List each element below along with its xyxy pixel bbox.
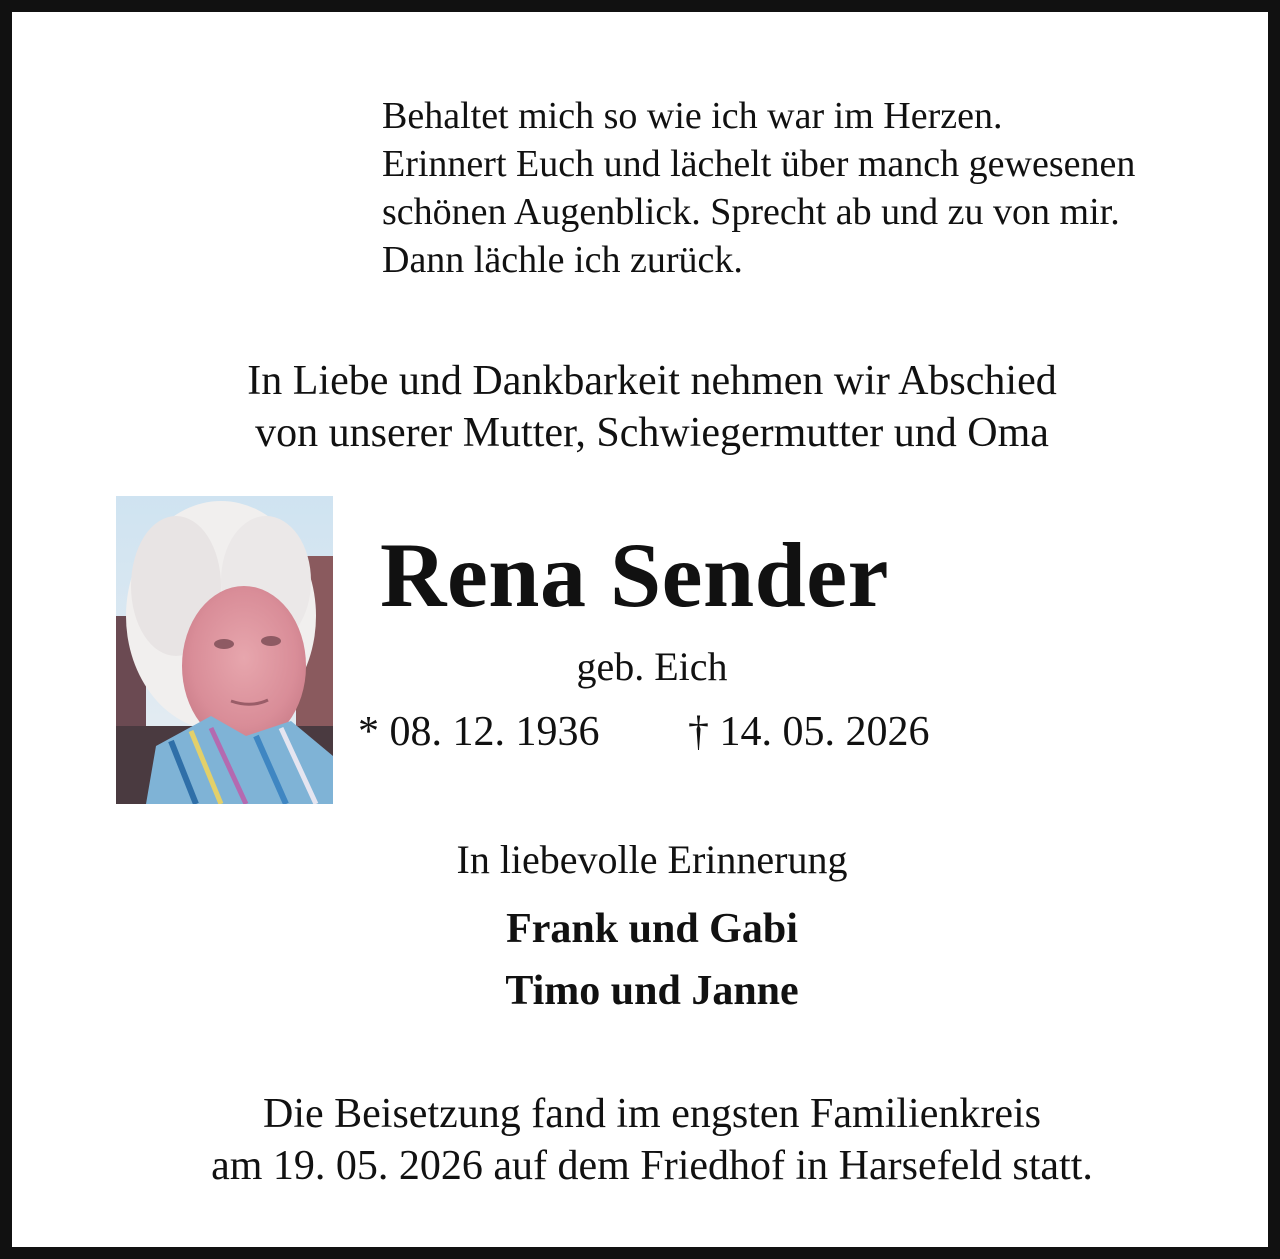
mourners bbox=[12, 898, 1280, 1022]
intro-line: von unserer Mutter, Schwiegermutter und Oma bbox=[255, 410, 1049, 456]
deceased-name: Rena Sender bbox=[380, 524, 889, 626]
burial-line: am 19. 05. 2026 auf dem Friedhof in Harsefeld statt. bbox=[211, 1143, 1093, 1189]
memory-heading: In liebevolle Erinnerung bbox=[456, 837, 848, 882]
poem-line: Dann lächle ich zurück. bbox=[382, 239, 743, 281]
burial-line: Die Beisetzung fand im engsten Familienkreis bbox=[263, 1091, 1041, 1137]
poem bbox=[382, 92, 1262, 284]
intro-line: In Liebe und Dankbarkeit nehmen wir Abschied bbox=[247, 358, 1057, 404]
poem-line: Erinnert Euch und lächelt über manch gewesenen bbox=[382, 143, 1136, 185]
maiden-name: geb. Eich bbox=[576, 644, 728, 689]
mourner-names: Frank und Gabi bbox=[506, 906, 798, 952]
poem-line: Behaltet mich so wie ich war im Herzen. bbox=[382, 95, 1003, 137]
burial-notice bbox=[12, 1088, 1280, 1192]
birth-date: * 08. 12. 1936 bbox=[358, 709, 600, 755]
poem-line: schönen Augenblick. Sprecht ab und zu von mir. bbox=[382, 191, 1120, 233]
farewell-intro bbox=[12, 355, 1280, 459]
death-date: † 14. 05. 2026 bbox=[688, 709, 930, 755]
mourner-names: Timo und Janne bbox=[505, 968, 799, 1014]
